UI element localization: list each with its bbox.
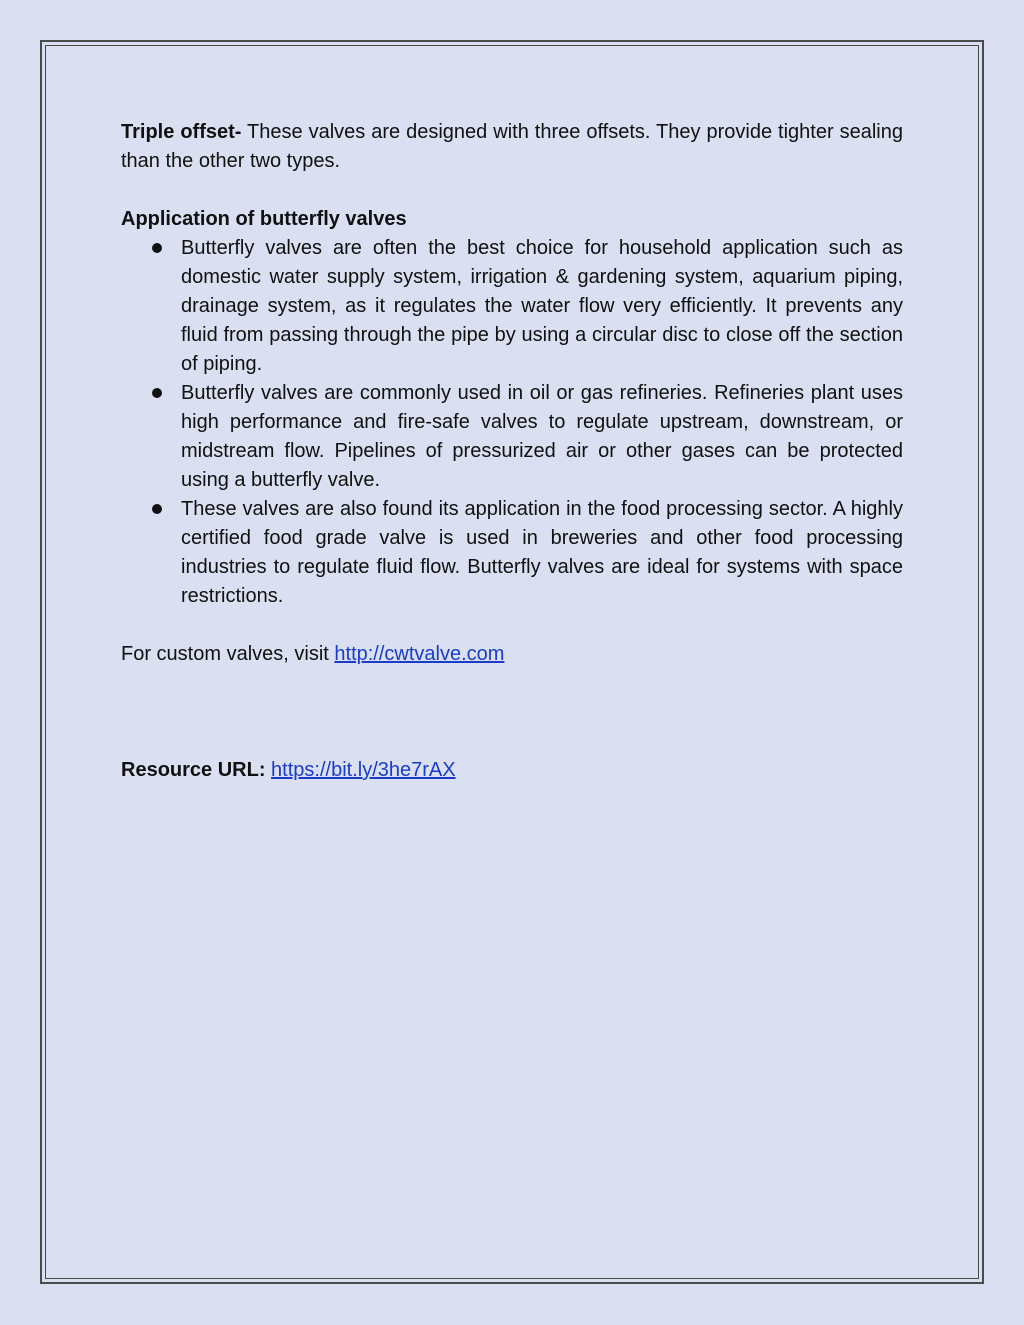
custom-valves-text: For custom valves, visit bbox=[121, 643, 335, 665]
bullet-icon bbox=[152, 243, 162, 253]
intro-label: Triple offset- bbox=[121, 121, 242, 143]
intro-paragraph bbox=[121, 118, 903, 176]
bullet-icon bbox=[152, 504, 162, 514]
list-item bbox=[121, 495, 903, 611]
list-item-text: These valves are also found its application in the food processing sector. A highly certified food grade valve is used in breweries and other food processing industries to regulate fluid flow. Butterfly valves are ideal for systems with space restrictions. bbox=[181, 498, 903, 607]
resource-url-label: Resource URL: bbox=[121, 759, 266, 781]
spacer bbox=[121, 727, 903, 756]
list-item bbox=[121, 234, 903, 379]
document-content bbox=[121, 118, 903, 785]
spacer bbox=[121, 669, 903, 698]
bullet-icon bbox=[152, 388, 162, 398]
cwtvalve-link[interactable]: http://cwtvalve.com bbox=[334, 643, 505, 665]
spacer bbox=[121, 611, 903, 640]
custom-valves-line bbox=[121, 640, 903, 669]
spacer bbox=[121, 698, 903, 727]
resource-url-link[interactable]: https://bit.ly/3he7rAX bbox=[271, 759, 456, 781]
list-item-text: Butterfly valves are commonly used in oil or gas refineries. Refineries plant uses high performance and fire-safe valves to regulate upstream, downstream, or midstream flow. Pipelines of pressurized air or other gases can be protected using a butterfly valve. bbox=[181, 382, 903, 491]
intro-text: These valves are designed with three offsets. They provide tighter sealing than the other two types. bbox=[121, 121, 903, 172]
application-list bbox=[121, 234, 903, 611]
section-heading: Application of butterfly valves bbox=[121, 208, 407, 230]
list-item-text: Butterfly valves are often the best choice for household application such as domestic water supply system, irrigation & gardening system, aquarium piping, drainage system, as it regulates the water flow very efficiently. It prevents any fluid from passing through the pipe by using a circular disc to close off the section of piping. bbox=[181, 237, 903, 375]
resource-url-line bbox=[121, 756, 903, 785]
spacer bbox=[121, 176, 903, 205]
list-item bbox=[121, 379, 903, 495]
